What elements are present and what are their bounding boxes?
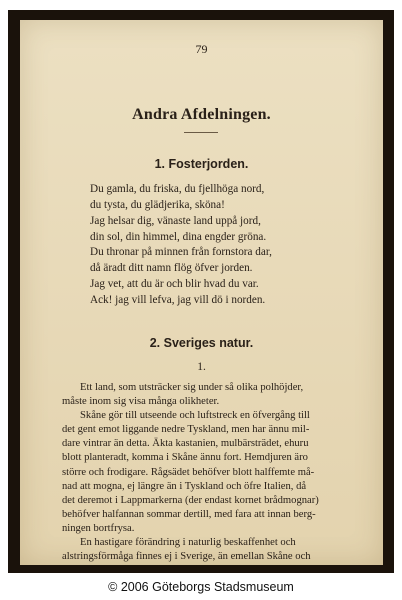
text-line: ningen bortfrysa.: [62, 522, 135, 534]
poem-line: du tysta, du glädjerika, sköna!: [90, 199, 225, 211]
paragraph: [62, 536, 352, 550]
poem-line: din sol, din himmel, dina engder gröna.: [90, 231, 267, 243]
poem-line: Ack! jag vill lefva, jag vill dö i norden.: [90, 294, 266, 306]
poem-line: Jag helsar dig, vänaste land uppå jord,: [90, 215, 261, 227]
page-number: 79: [195, 42, 208, 56]
poem-stanza-1: [90, 181, 266, 245]
book-page: [20, 20, 383, 565]
prose-text: [62, 381, 352, 564]
poem-line: Du gamla, du friska, du fjellhöga nord,: [90, 183, 265, 195]
text-line: Skåne gör till utseende och luftstreck en öfvergång till: [80, 410, 310, 422]
text-line: det gent emot liggande nedre Tyskland, men har ännu mil-: [62, 424, 310, 436]
text-line: En hastigare förändring i naturlig beskaffenhet och: [80, 537, 296, 549]
main-heading: Andra Afdelningen.: [132, 106, 271, 123]
text-line: dare vintrar än detta. Äkta kastanien, mulbärsträdet, ehuru: [62, 438, 309, 450]
heading-rule: [184, 132, 218, 133]
paragraph: [62, 381, 352, 395]
text-line: det deremot i Lappmarkerna (der endast kornet brådmognar): [62, 494, 319, 506]
text-line: större och frodigare. Rågsädet behöfver blott halffemte må-: [62, 466, 315, 478]
paragraph: [62, 409, 352, 423]
text-line: måste inom sig visa många olikheter.: [62, 396, 220, 408]
text-line: behöfver halfannan sommar dertill, med fara att innan berg-: [62, 508, 316, 520]
text-line: alstringsförmåga finnes ej i Sverige, än emellan Skåne och: [62, 551, 311, 563]
section-title-fosterjorden: 1. Fosterjorden.: [154, 157, 249, 171]
section-title-sveriges-natur: 2. Sveriges natur.: [149, 336, 254, 350]
poem-line: då äradt ditt namn flög öfver jorden.: [90, 262, 253, 274]
poem-line: Jag vet, att du är och blir hvad du var.: [90, 278, 259, 290]
text-line: Ett land, som utsträcker sig under så olika polhöjder,: [80, 382, 304, 393]
poem-line: Du thronar på minnen från fornstora dar,: [90, 246, 272, 258]
copyright-caption: © 2006 Göteborgs Stadsmuseum: [108, 580, 294, 594]
subsection-number: 1.: [197, 361, 206, 373]
text-line: nad att mogna, ej längre än i Tyskland och öfre Italien, då: [62, 480, 307, 492]
text-line: blott planteradt, komma i Skåne ännu fort. Hemdjuren äro: [62, 452, 308, 464]
poem-stanza-2: [90, 244, 272, 308]
